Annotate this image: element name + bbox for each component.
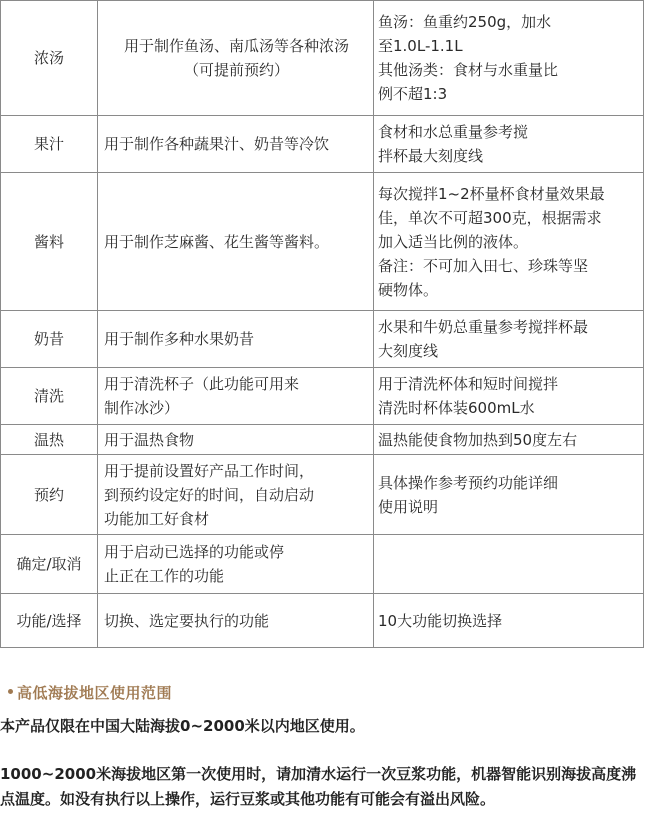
function-name: 功能/选择 xyxy=(1,594,98,648)
note-line: 备注：不可加入田七、珍珠等坚 xyxy=(378,256,589,275)
table-row xyxy=(1,368,644,425)
function-description xyxy=(98,425,374,455)
function-description xyxy=(98,535,374,594)
table-row xyxy=(1,1,644,116)
function-description xyxy=(98,594,374,648)
note-line: 拌杯最大刻度线 xyxy=(378,147,484,165)
description-line: 用于制作鱼汤、南瓜汤等各种浓汤 xyxy=(123,37,349,55)
note-line: 用于清洗杯体和短时间搅拌 xyxy=(378,375,559,393)
note-line: 佳，单次不可超300克，根据需求 xyxy=(378,208,602,227)
description-line: 用于温热食物 xyxy=(104,430,195,449)
table-row xyxy=(1,116,644,173)
function-name: 确定/取消 xyxy=(1,535,98,594)
section-title-text: 高低海拔地区使用范围 xyxy=(17,684,173,702)
note-line: 每次搅拌1~2杯量杯食材量效果最 xyxy=(378,184,605,203)
note-line: 大刻度线 xyxy=(378,342,439,360)
table-row xyxy=(1,594,644,648)
paragraph-altitude-note: 1000~2000米海拔地区第一次使用时，请加清水运行一次豆浆功能，机器智能识别海拔高度沸点温度。如没有执行以上操作，运行豆浆或其他功能有可能会有溢出风险。 xyxy=(0,765,637,808)
note-line: 鱼汤：鱼重约250g，加水 xyxy=(378,13,552,31)
function-name: 果汁 xyxy=(1,116,98,173)
description-line: 用于提前设置好产品工作时间， xyxy=(104,461,315,480)
note-line: 食材和水总重量参考搅 xyxy=(378,123,529,141)
function-note xyxy=(374,535,644,594)
function-description xyxy=(98,173,374,311)
function-note xyxy=(374,173,644,311)
function-name: 奶昔 xyxy=(1,311,98,368)
note-line: 温热能使食物加热到50度左右 xyxy=(378,430,578,449)
function-name: 浓汤 xyxy=(1,1,98,116)
function-note xyxy=(374,368,644,425)
function-description xyxy=(98,368,374,425)
function-note xyxy=(374,425,644,455)
note-line: 其他汤类：食材与水重量比 xyxy=(378,61,559,79)
table-row xyxy=(1,173,644,311)
function-description xyxy=(98,116,374,173)
note-line: 至1.0L-1.1L xyxy=(378,37,463,55)
note-line: 硬物体。 xyxy=(378,280,439,299)
function-note xyxy=(374,1,644,116)
function-note xyxy=(374,594,644,648)
function-description xyxy=(98,1,374,116)
table-row xyxy=(1,455,644,535)
note-line: 具体操作参考预约功能详细 xyxy=(378,473,559,492)
description-line: 用于制作各种蔬果汁、奶昔等冷饮 xyxy=(104,135,330,153)
description-line: 用于制作芝麻酱、花生酱等酱料。 xyxy=(104,232,330,251)
table-row xyxy=(1,311,644,368)
bullet-dot-icon xyxy=(8,689,13,694)
function-name: 温热 xyxy=(1,425,98,455)
description-line: 功能加工好食材 xyxy=(104,509,210,528)
description-line: 到预约设定好的时间，自动启动 xyxy=(104,485,315,504)
description-line: 用于制作多种水果奶昔 xyxy=(104,330,255,348)
note-line: 水果和牛奶总重量参考搅拌杯最 xyxy=(378,318,589,336)
note-line: 加入适当比例的液体。 xyxy=(378,232,529,251)
section-title xyxy=(8,682,172,703)
description-line: 用于清洗杯子（此功能可用来 xyxy=(104,375,300,393)
description-line: （可提前预约） xyxy=(183,61,289,79)
description-line: 制作冰沙） xyxy=(104,399,180,417)
function-name: 清洗 xyxy=(1,368,98,425)
note-line: 例不超1:3 xyxy=(378,85,448,103)
note-line: 使用说明 xyxy=(378,497,439,516)
note-line: 清洗时杯体装600mL水 xyxy=(378,399,535,417)
function-description xyxy=(98,311,374,368)
table-row xyxy=(1,535,644,594)
paragraph-usage-range: 本产品仅限在中国大陆海拔0~2000米以内地区使用。 xyxy=(0,717,365,735)
description-line: 用于启动已选择的功能或停 xyxy=(104,543,285,561)
function-description xyxy=(98,455,374,535)
function-note xyxy=(374,311,644,368)
function-name: 预约 xyxy=(1,455,98,535)
table-row xyxy=(1,425,644,455)
function-note xyxy=(374,455,644,535)
function-note xyxy=(374,116,644,173)
note-line: 10大功能切换选择 xyxy=(378,611,503,630)
description-line: 止正在工作的功能 xyxy=(104,567,225,585)
function-name: 酱料 xyxy=(1,173,98,311)
description-line: 切换、选定要执行的功能 xyxy=(104,611,270,630)
